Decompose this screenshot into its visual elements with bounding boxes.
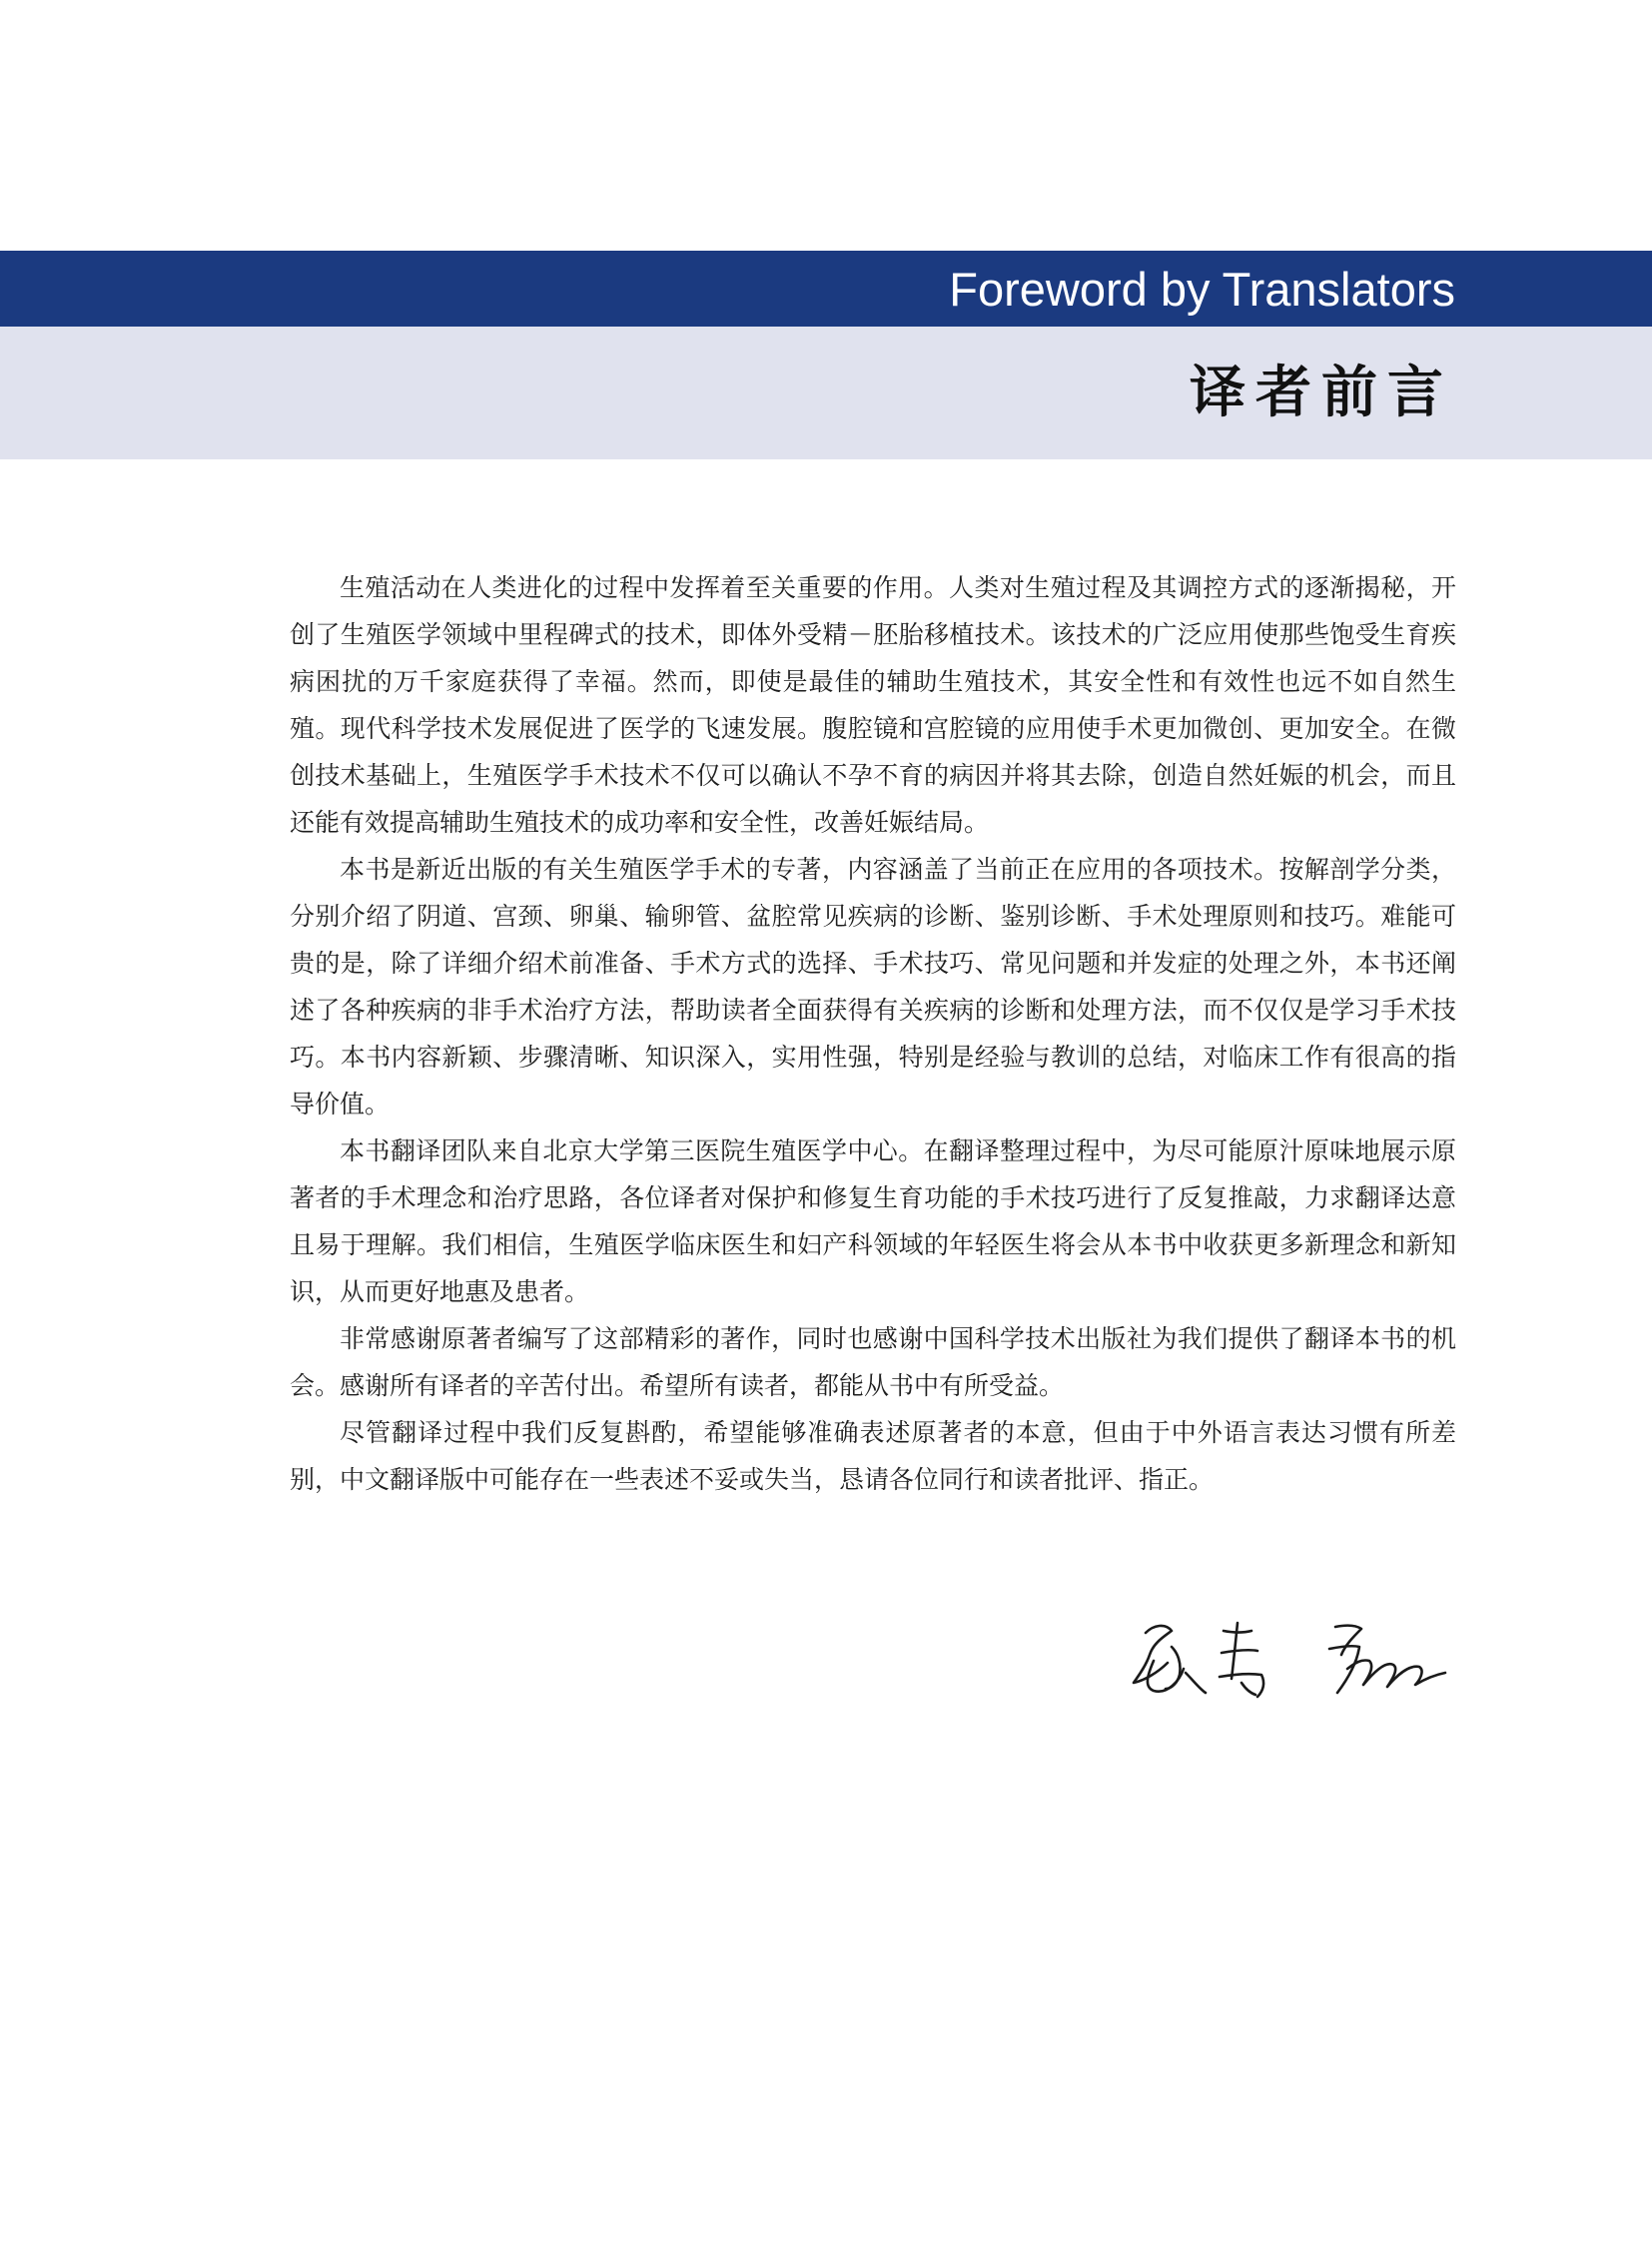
subheader-band xyxy=(0,327,1652,459)
paragraph-3: 本书翻译团队来自北京大学第三医院生殖医学中心。在翻译整理过程中，为尽可能原汁原味地展示原著者的手术理念和治疗思路，各位译者对保护和修复生育功能的手术技巧进行了反复推敲，力求翻译达意且易于理解。我们相信，生殖医学临床医生和妇产科领域的年轻医生将会从本书中收获更多新理念和新知识，从而更好地惠及患者。 xyxy=(290,1136,1456,1306)
paragraph-2: 本书是新近出版的有关生殖医学手术的专著，内容涵盖了当前正在应用的各项技术。按解剖学分类，分别介绍了阴道、宫颈、卵巢、输卵管、盆腔常见疾病的诊断、鉴别诊断、手术处理原则和技巧。难能可贵的是，除了详细介绍术前准备、手术方式的选择、手术技巧、常见问题和并发症的处理之外，本书还阐述了各种疾病的非手术治疗方法，帮助读者全面获得有关疾病的诊断和处理方法，而不仅仅是学习手术技巧。本书内容新颖、步骤清晰、知识深入，实用性强，特别是经验与教训的总结，对临床工作有很高的指导价值。 xyxy=(290,855,1456,1119)
header-band xyxy=(0,251,1652,327)
foreword-body xyxy=(290,564,1456,1503)
paragraph-4: 非常感谢原著者编写了这部精彩的著作，同时也感谢中国科学技术出版社为我们提供了翻译本书的机会。感谢所有译者的辛苦付出。希望所有读者，都能从书中有所受益。 xyxy=(290,1324,1456,1400)
header-title-en: Foreword by Translators xyxy=(949,263,1455,316)
paragraph-1: 生殖活动在人类进化的过程中发挥着至关重要的作用。人类对生殖过程及其调控方式的逐渐揭秘，开创了生殖医学领域中里程碑式的技术，即体外受精－胚胎移植技术。该技术的广泛应用使那些饱受生育疾病困扰的万千家庭获得了幸福。然而，即使是最佳的辅助生殖技术，其安全性和有效性也远不如自然生殖。现代科学技术发展促进了医学的飞速发展。腹腔镜和宫腔镜的应用使手术更加微创、更加安全。在微创技术基础上，生殖医学手术技术不仅可以确认不孕不育的病因并将其去除，创造自然妊娠的机会，而且还能有效提高辅助生殖技术的成功率和安全性，改善妊娠结局。 xyxy=(290,573,1456,837)
paragraph-5: 尽管翻译过程中我们反复斟酌，希望能够准确表述原著者的本意，但由于中外语言表达习惯有所差别，中文翻译版中可能存在一些表述不妥或失当，恳请各位同行和读者批评、指正。 xyxy=(290,1418,1456,1494)
signature-icon xyxy=(1124,1603,1453,1713)
header-title-zh: 译者前言 xyxy=(1190,360,1453,425)
